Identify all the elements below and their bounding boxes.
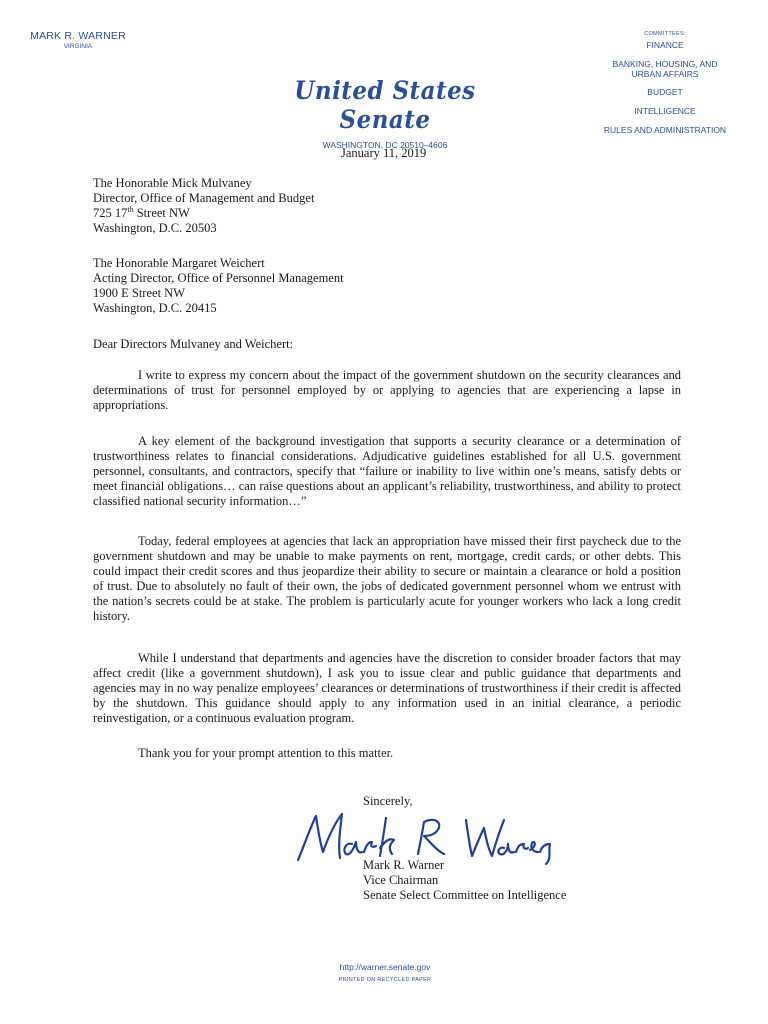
- letterhead-city: WASHINGTON, DC 20510–4606: [322, 140, 448, 150]
- recipient-street: 1900 E Street NW: [93, 286, 185, 300]
- recipient-address-1: [93, 176, 314, 236]
- body-paragraph: A key element of the background investigation that supports a security clearance or a determination of trustworthiness relates to financial considerations. Adjudicative guidelines established for all U.S. government personnel, consultants, and contractors, specify that “failure or inability to live within one’s means, satisfy debts or meet financial obligations… can raise questions about an applicant’s reliability, trustworthiness, and ability to protect classified national security information…”: [93, 434, 681, 508]
- signer-committee: Senate Select Committee on Intelligence: [363, 888, 567, 902]
- footer: [300, 962, 470, 983]
- recipient-street: 725 17th Street NW: [93, 204, 190, 220]
- recipient-city: Washington, D.C. 20503: [93, 221, 217, 235]
- body-paragraph: Thank you for your prompt attention to this matter.: [138, 746, 394, 760]
- body-paragraph: I write to express my concern about the impact of the government shutdown on the security clearances and determinations of trust for personnel employed by or applying to agencies that are experiencing a lapse in appropriations.: [93, 368, 681, 412]
- letter-date: January 11, 2019: [341, 146, 427, 160]
- senate-title: United States Senate: [294, 76, 476, 134]
- signer-name: Mark R. Warner: [363, 858, 445, 872]
- sender-block: [18, 30, 138, 50]
- closing: Sincerely,: [363, 794, 413, 808]
- committee-item: FINANCE: [646, 40, 684, 50]
- committee-item: RULES AND ADMINISTRATION: [603, 125, 727, 135]
- body-paragraph: Today, federal employees at agencies that lack an appropriation have missed their first paycheck due to the government shutdown and may be unable to make payments on rent, mortgage, credit cards, or other debts. This could impact their credit scores and thus jeopardize their ability to secure or maintain a clearance or hold a position of trust. Due to absolutely no fault of their own, the jobs of dedicated government personnel whom we entrust with the nation’s secrets could be at stake. The problem is particularly acute for younger workers who lack a long credit history.: [93, 534, 681, 623]
- committee-item: INTELLIGENCE: [634, 106, 696, 116]
- signer-title: Vice Chairman: [363, 873, 439, 887]
- committee-item: BANKING, HOUSING, AND URBAN AFFAIRS: [612, 59, 718, 79]
- recipient-address-2: [93, 256, 344, 316]
- committees-header: COMMITTEES:: [644, 31, 686, 37]
- sender-name: MARK R. WARNER: [30, 30, 126, 42]
- footer-url: http://warner.senate.gov: [339, 962, 431, 972]
- recycled-paper-note: PRINTED ON RECYCLED PAPER: [338, 977, 432, 983]
- recipient-title: Director, Office of Management and Budget: [93, 191, 315, 205]
- recipient-name: The Honorable Margaret Weichert: [93, 256, 265, 270]
- recipient-city: Washington, D.C. 20415: [93, 301, 217, 315]
- committees-list: [590, 31, 740, 144]
- salutation: Dear Directors Mulvaney and Weichert:: [93, 337, 294, 351]
- sender-state: VIRGINIA: [63, 43, 93, 50]
- committee-item: BUDGET: [647, 87, 683, 97]
- body-paragraph: While I understand that departments and agencies have the discretion to consider broader factors that may affect credit (like a government shutdown), I ask you to issue clear and public guidance that departments and agencies may in no way penalize employees’ clearances or determinations of trustworthiness if their credit is affected by the shutdown. This guidance should apply to any information used in an initial clearance, a periodic reinvestigation, or a continuous evaluation program.: [93, 651, 681, 725]
- letterhead: [250, 76, 520, 150]
- signature-block: [363, 858, 566, 903]
- recipient-title: Acting Director, Office of Personnel Management: [93, 271, 344, 285]
- recipient-name: The Honorable Mick Mulvaney: [93, 176, 252, 190]
